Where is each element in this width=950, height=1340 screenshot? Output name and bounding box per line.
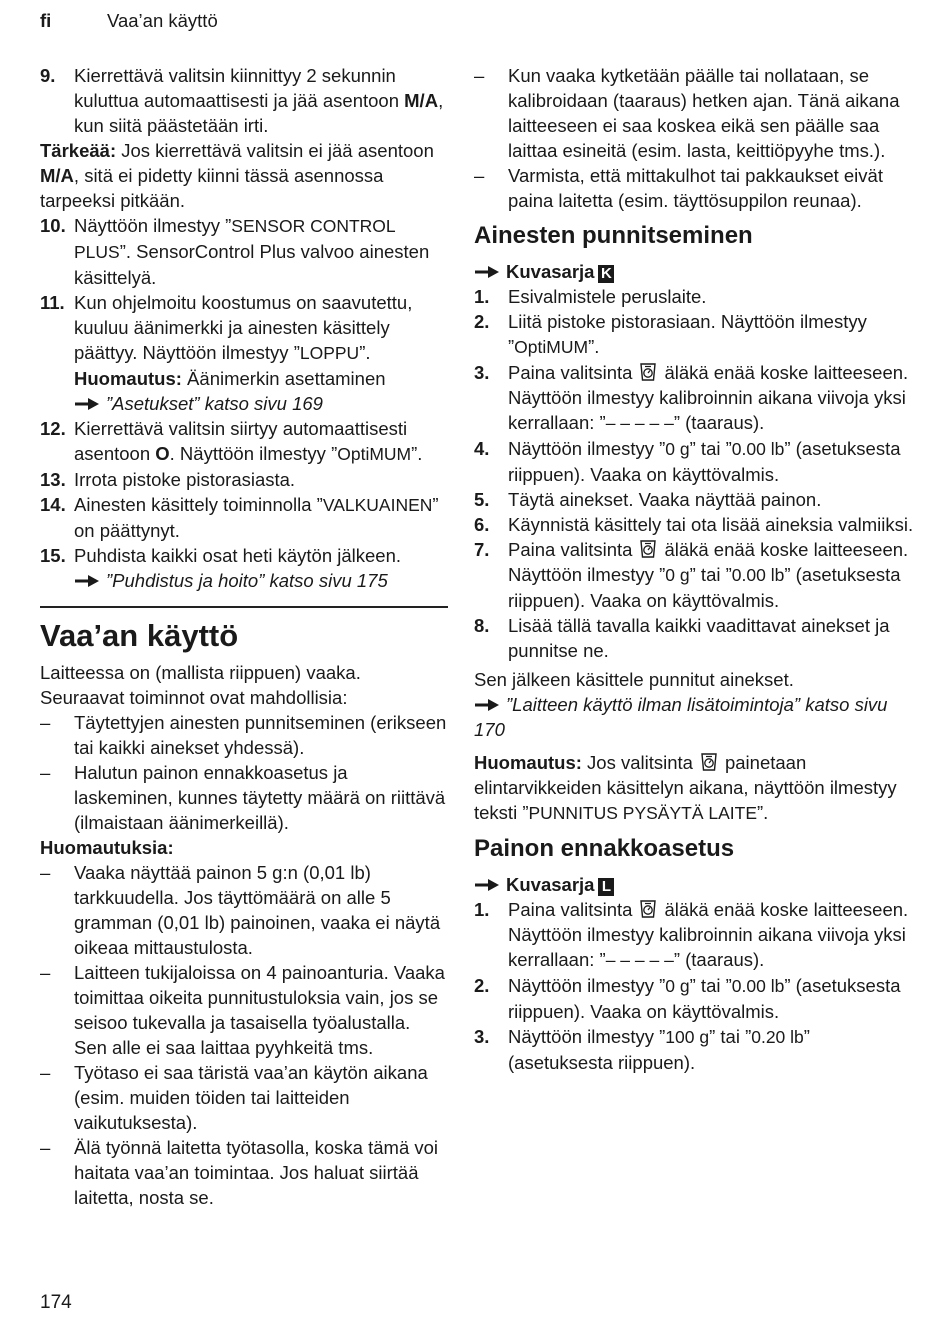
text: ” tai ” — [689, 438, 732, 459]
text: Äänimerkin asettaminen — [181, 368, 386, 389]
step-number: 9. — [40, 65, 56, 86]
text: ” (asetuksesta riippuen). — [508, 1026, 810, 1073]
display-text: 0.00 lb — [731, 439, 785, 459]
text: ” on päättynyt. — [74, 494, 439, 541]
cross-reference-link[interactable]: ”Puhdistus ja hoito” katso sivu 175 — [106, 570, 388, 591]
text: Paina valitsinta — [508, 899, 633, 920]
step-text: Lisää tällä tavalla kaikki vaadittavat ainekset ja punnitse ne. — [508, 615, 890, 661]
step-text — [74, 543, 448, 593]
weighing-step-5 — [474, 487, 914, 512]
page-header — [40, 8, 218, 33]
text: Kierrettävä valitsin kiinnittyy 2 sekunnin kuluttua automaattisesti ja jää asentoon — [74, 65, 405, 111]
step-text — [74, 492, 448, 543]
list-item — [40, 960, 448, 1060]
arrow-right-icon — [474, 265, 500, 279]
step-number: 3. — [474, 1026, 490, 1047]
step-text — [508, 537, 914, 613]
list-item — [40, 1060, 448, 1135]
image-series-reference — [474, 259, 914, 284]
text: ”. — [588, 336, 600, 357]
important-note — [40, 138, 448, 213]
step-text — [508, 360, 914, 436]
subsection-title-preset: Painon ennakkoasetus — [474, 835, 735, 862]
text: ” (taaraus). — [673, 412, 765, 433]
text: äläkä enää koske laitteeseen. Näyttöön ilmestyy ” — [508, 539, 909, 585]
display-text: 0 g — [665, 565, 690, 585]
step-15 — [40, 543, 448, 593]
arrow-right-icon — [474, 878, 500, 892]
text: painetaan elintarvikkeiden käsittelyn aikana, näyttöön ilmestyy teksti ” — [474, 752, 897, 823]
text: Jos valitsinta — [581, 752, 693, 773]
text: Kierrettävä valitsin siirtyy automaattisesti asentoon — [74, 418, 408, 464]
text: ”. — [411, 443, 423, 464]
text: Näyttöön ilmestyy ” — [508, 438, 666, 459]
dash-bullet: – — [40, 1137, 51, 1158]
language-code: fi — [40, 10, 52, 31]
text: ” (asetuksesta riippuen). Vaaka on käyttövalmis. — [508, 438, 901, 485]
step-text — [74, 213, 448, 290]
text: ” tai ” — [709, 1026, 752, 1047]
list-item — [474, 63, 914, 163]
step-text — [508, 309, 914, 360]
display-text: – – – – – — [605, 950, 674, 970]
dash-bullet: – — [474, 165, 485, 186]
display-text: 100 g — [665, 1027, 710, 1047]
weighing-step-1 — [474, 284, 914, 309]
text: ” (taaraus). — [673, 949, 765, 970]
preset-step-2 — [474, 973, 914, 1024]
position-label: O — [155, 443, 170, 464]
text: Jos kierrettävä valitsin ei jää asentoon — [116, 140, 434, 161]
text: ” (asetuksesta riippuen). Vaaka on käyttövalmis. — [508, 564, 901, 611]
preset-step-1 — [474, 897, 914, 973]
dash-bullet: – — [40, 712, 51, 733]
step-text — [508, 436, 914, 487]
step-number: 11. — [40, 292, 65, 313]
display-text: OptiMUM — [337, 444, 412, 464]
text: ” tai ” — [689, 564, 732, 585]
step-number: 6. — [474, 514, 490, 535]
display-text: 0 g — [665, 439, 690, 459]
step-number: 1. — [474, 899, 490, 920]
weighing-note — [474, 750, 914, 826]
weighing-step-4 — [474, 436, 914, 487]
step-text: Täytä ainekset. Vaaka näyttää painon. — [508, 489, 822, 510]
list-item-text: Laitteen tukijaloissa on 4 painoanturia. Vaaka toimittaa oikeita punnitustuloksia vain, jos se seisoo tukevalla ja tasaisella työalustalla. Sen alle ei saa laittaa pyyhkeitä tms. — [74, 962, 445, 1058]
image-series-label: Kuvasarja — [506, 261, 595, 282]
step-number: 1. — [474, 286, 490, 307]
scale-icon — [638, 362, 658, 382]
text: . Näyttöön ilmestyy ” — [169, 443, 338, 464]
text: ” (asetuksesta riippuen). Vaaka on käyttövalmis. — [508, 975, 901, 1022]
image-series-badge: K — [598, 265, 614, 283]
display-text: – – – – – — [605, 413, 674, 433]
arrow-right-icon — [74, 397, 100, 411]
display-text: PUNNITUS PYSÄYTÄ LAITE — [528, 803, 758, 823]
step-number: 4. — [474, 438, 490, 459]
step-text — [74, 416, 448, 467]
display-text: VALKUAINEN — [322, 495, 433, 515]
dash-bullet: – — [40, 1062, 51, 1083]
step-number: 14. — [40, 494, 66, 515]
text: Paina valitsinta — [508, 539, 633, 560]
step-number: 8. — [474, 615, 490, 636]
step-12 — [40, 416, 448, 467]
note-label: Huomautus: — [474, 752, 582, 773]
text: ”. SensorControl Plus valvoo ainesten käsittelyä. — [74, 241, 430, 288]
after-text — [474, 667, 914, 742]
text: Sen jälkeen käsittele punnitut ainekset. — [474, 669, 794, 690]
display-text: 0.00 lb — [731, 976, 785, 996]
image-series-reference — [474, 872, 914, 897]
text: Näyttöön ilmestyy ” — [508, 975, 666, 996]
step-number: 12. — [40, 418, 66, 439]
step-text — [508, 897, 914, 973]
position-label: M/A — [40, 165, 74, 186]
text: Paina valitsinta — [508, 362, 633, 383]
step-text — [74, 290, 448, 416]
scale-icon — [638, 899, 658, 919]
text: äläkä enää koske laitteeseen. Näyttöön ilmestyy kalibroinnin aikana viivoja yksi kerrallaan: ” — [508, 899, 909, 970]
arrow-right-icon — [74, 574, 100, 588]
display-text: 0.20 lb — [751, 1027, 804, 1047]
step-number: 3. — [474, 362, 490, 383]
step-text — [508, 1024, 914, 1075]
step-text — [74, 63, 448, 138]
step-text — [508, 973, 914, 1024]
weighing-step-2 — [474, 309, 914, 360]
list-item — [40, 710, 448, 760]
page-number: 174 — [40, 1292, 72, 1313]
step-11 — [40, 290, 448, 416]
section-title: Vaa’an käyttö — [40, 618, 239, 653]
step-number: 2. — [474, 311, 490, 332]
step-number: 2. — [474, 975, 490, 996]
weighing-step-8 — [474, 613, 914, 663]
list-item-text: Varmista, että mittakulhot tai pakkaukset eivät paina laitetta (esim. täyttösuppilon reunaa). — [508, 165, 883, 211]
dash-bullet: – — [474, 65, 485, 86]
list-item-text: Työtaso ei saa täristä vaa’an käytön aikana (esim. muiden töiden tai laitteiden vaikutuksesta). — [74, 1062, 428, 1133]
weighing-step-6 — [474, 512, 914, 537]
cross-reference-link[interactable]: ”Asetukset” katso sivu 169 — [106, 393, 323, 414]
step-number: 15. — [40, 545, 66, 566]
step-text: Käynnistä käsittely tai ota lisää aineksia valmiiksi. — [508, 514, 914, 535]
step-number: 5. — [474, 489, 490, 510]
weighing-step-3 — [474, 360, 914, 436]
display-text: 0.00 lb — [731, 565, 785, 585]
step-13 — [40, 467, 448, 492]
step-9 — [40, 63, 448, 138]
list-item-text: Vaaka näyttää painon 5 g:n (0,01 lb) tarkkuudella. Jos täyttömäärä on alle 5 gramman (0,01 lb) painoinen, vaaka ei näytä oikeaa mittaustulosta. — [74, 862, 441, 958]
step-number: 10. — [40, 215, 66, 236]
dash-bullet: – — [40, 962, 51, 983]
step-number: 7. — [474, 539, 490, 560]
list-item-text: Täytettyjen ainesten punnitseminen (erikseen tai kaikki ainekset yhdessä). — [74, 712, 447, 758]
text: ”. — [359, 342, 371, 363]
note-label: Tärkeää: — [40, 140, 117, 161]
step-10 — [40, 213, 448, 290]
text: Ainesten käsittely toiminnolla ” — [74, 494, 323, 515]
position-label: M/A — [404, 90, 439, 111]
display-text: SENSOR CONTROL PLUS — [74, 216, 395, 262]
text: ” tai ” — [689, 975, 732, 996]
step-14 — [40, 492, 448, 543]
notes-title: Huomautuksia: — [40, 837, 174, 858]
step-number: 13. — [40, 469, 66, 490]
header-title: Vaa’an käyttö — [107, 10, 218, 31]
step-text: Irrota pistoke pistorasiasta. — [74, 469, 296, 490]
list-item — [474, 163, 914, 213]
scale-icon — [699, 752, 719, 772]
text: Liitä pistoke pistorasiaan. Näyttöön ilmestyy ” — [508, 311, 867, 357]
weighing-step-7 — [474, 537, 914, 613]
left-column — [40, 63, 448, 1210]
preset-step-3 — [474, 1024, 914, 1075]
display-text: OptiMUM — [514, 337, 589, 357]
image-series-badge: L — [598, 878, 614, 896]
display-text: LOPPU — [299, 343, 360, 363]
list-item-text: Kun vaaka kytketään päälle tai nollataan, se kalibroidaan (taaraus) hetken ajan. Tänä aikana laitteeseen ei saa koskea eikä sen päälle saa laittaa esineitä (esim. lasta, keittiöpyyhe tms.). — [508, 65, 900, 161]
text: , kun siitä päästetään irti. — [74, 90, 444, 136]
text: Puhdista kaikki osat heti käytön jälkeen. — [74, 545, 402, 566]
image-series-label: Kuvasarja — [506, 874, 595, 895]
list-item-text: Älä työnnä laitetta työtasolla, koska tämä voi haitata vaa’an toimintaa. Jos haluat siirtää laitetta, nosta se. — [74, 1137, 439, 1208]
list-item-text: Halutun painon ennakkoasetus ja laskeminen, kunnes täytetty määrä on riittävä (ilmaistaan äänimerkeillä). — [74, 762, 446, 833]
intro-text: Laitteessa on (mallista riippuen) vaaka. Seuraavat toiminnot ovat mahdollisia: — [40, 662, 361, 708]
dash-bullet: – — [40, 862, 51, 883]
step-text: Esivalmistele peruslaite. — [508, 286, 707, 307]
subsection-title-weighing: Ainesten punnitseminen — [474, 222, 753, 249]
cross-reference-link[interactable]: ”Laitteen käyttö ilman lisätoimintoja” katso sivu 170 — [474, 694, 888, 740]
list-item — [40, 860, 448, 960]
text: Kun ohjelmoitu koostumus on saavutettu, kuuluu äänimerkki ja ainesten käsittely päättyy. Näyttöön ilmestyy ” — [74, 292, 413, 363]
display-text: 0 g — [665, 976, 690, 996]
scale-icon — [638, 539, 658, 559]
text: Näyttöön ilmestyy ” — [508, 1026, 666, 1047]
right-column — [474, 63, 914, 1075]
list-item — [40, 760, 448, 835]
text: äläkä enää koske laitteeseen. Näyttöön ilmestyy kalibroinnin aikana viivoja yksi kerrallaan: ” — [508, 362, 909, 433]
list-item — [40, 1135, 448, 1210]
section-divider — [40, 606, 448, 608]
arrow-right-icon — [474, 698, 500, 712]
note-label: Huomautus: — [74, 368, 182, 389]
text: ”. — [757, 802, 769, 823]
text: , sitä ei pidetty kiinni tässä asennossa tarpeeksi pitkään. — [40, 165, 384, 211]
text: Näyttöön ilmestyy ” — [74, 215, 232, 236]
dash-bullet: – — [40, 762, 51, 783]
